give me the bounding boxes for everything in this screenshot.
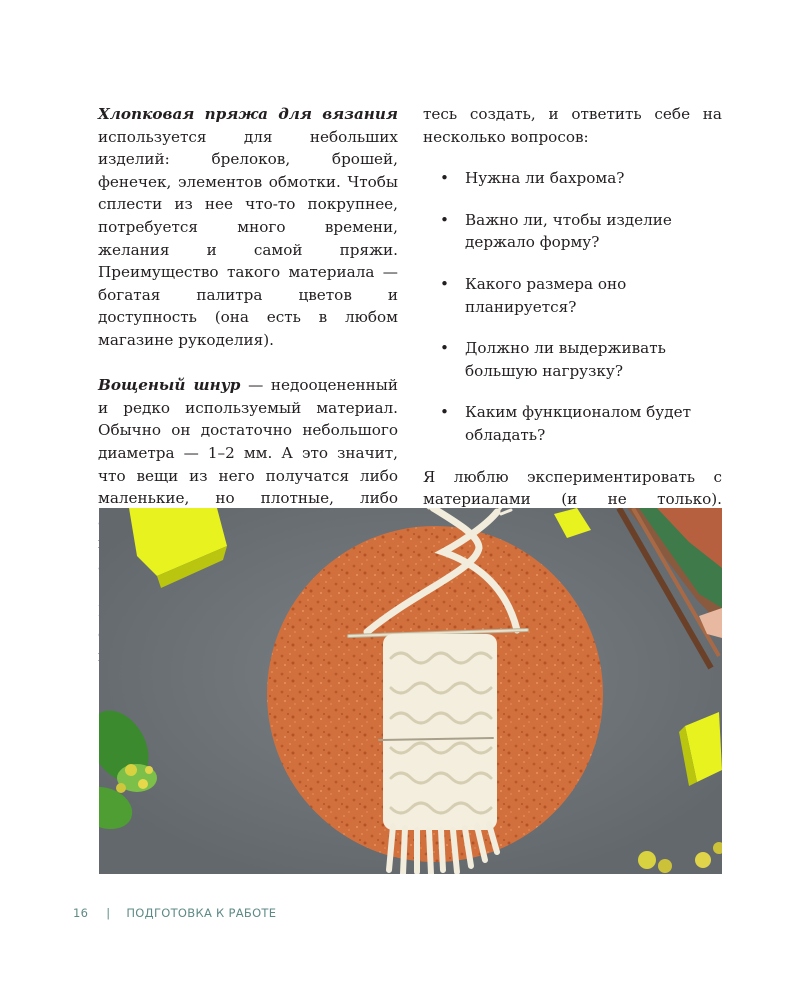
page-number: 16 bbox=[73, 906, 89, 920]
list-item: • Должно ли выдерживать большую нагрузку? bbox=[440, 339, 666, 380]
bullet: • bbox=[440, 339, 449, 358]
term-waxed-cord: Вощеный шнур bbox=[98, 376, 241, 395]
list-item: • Важно ли, чтобы изделие держало форму? bbox=[440, 210, 672, 252]
macrame-photo-illustration bbox=[99, 508, 722, 874]
paragraph-intro: тесь создать, и ответить себе на несколько вопросов: bbox=[423, 105, 722, 146]
bullet: • bbox=[440, 403, 449, 422]
paragraph-closing: Я люблю экспериментировать с материалами (и не только). bbox=[423, 467, 722, 509]
questions-list bbox=[423, 167, 722, 446]
bullet: • bbox=[440, 169, 449, 188]
list-item: • Какого размера оно планируется? bbox=[440, 274, 627, 316]
term-cotton-yarn: Хлопковая пряжа для вязания bbox=[98, 105, 398, 123]
macrame-photo bbox=[99, 508, 722, 874]
list-item: • Нужна ли бахрома? bbox=[423, 167, 722, 190]
list-item: • Каким функционалом будет обладать? bbox=[440, 403, 691, 444]
section-title: ПОДГОТОВКА К РАБОТЕ bbox=[126, 906, 277, 920]
page-footer bbox=[73, 906, 276, 920]
right-column bbox=[423, 103, 722, 533]
bullet: • bbox=[440, 274, 449, 293]
bullet: • bbox=[440, 210, 449, 229]
text-waxed-cord: — недооцененный и редко используемый материал. Обычно он достаточно небольшого диаметра — 1–2 мм. А это значит, что вещи из него получатся либо маленькие, но плотные, либо bbox=[98, 376, 399, 508]
footer-separator: | bbox=[106, 906, 111, 920]
paragraph-cotton-yarn bbox=[98, 103, 398, 352]
text-cotton-yarn: используется для небольших изделий: брелоков, брошей, фенечек, элементов обмотки. Чтобы сплести из нее что-то покрупнее, потребуется много времени, желания и самой пряжи. Преимущество такого материала — богатая палитра цветов и доступность (она есть в любом магазине рукоделия). bbox=[98, 127, 398, 349]
